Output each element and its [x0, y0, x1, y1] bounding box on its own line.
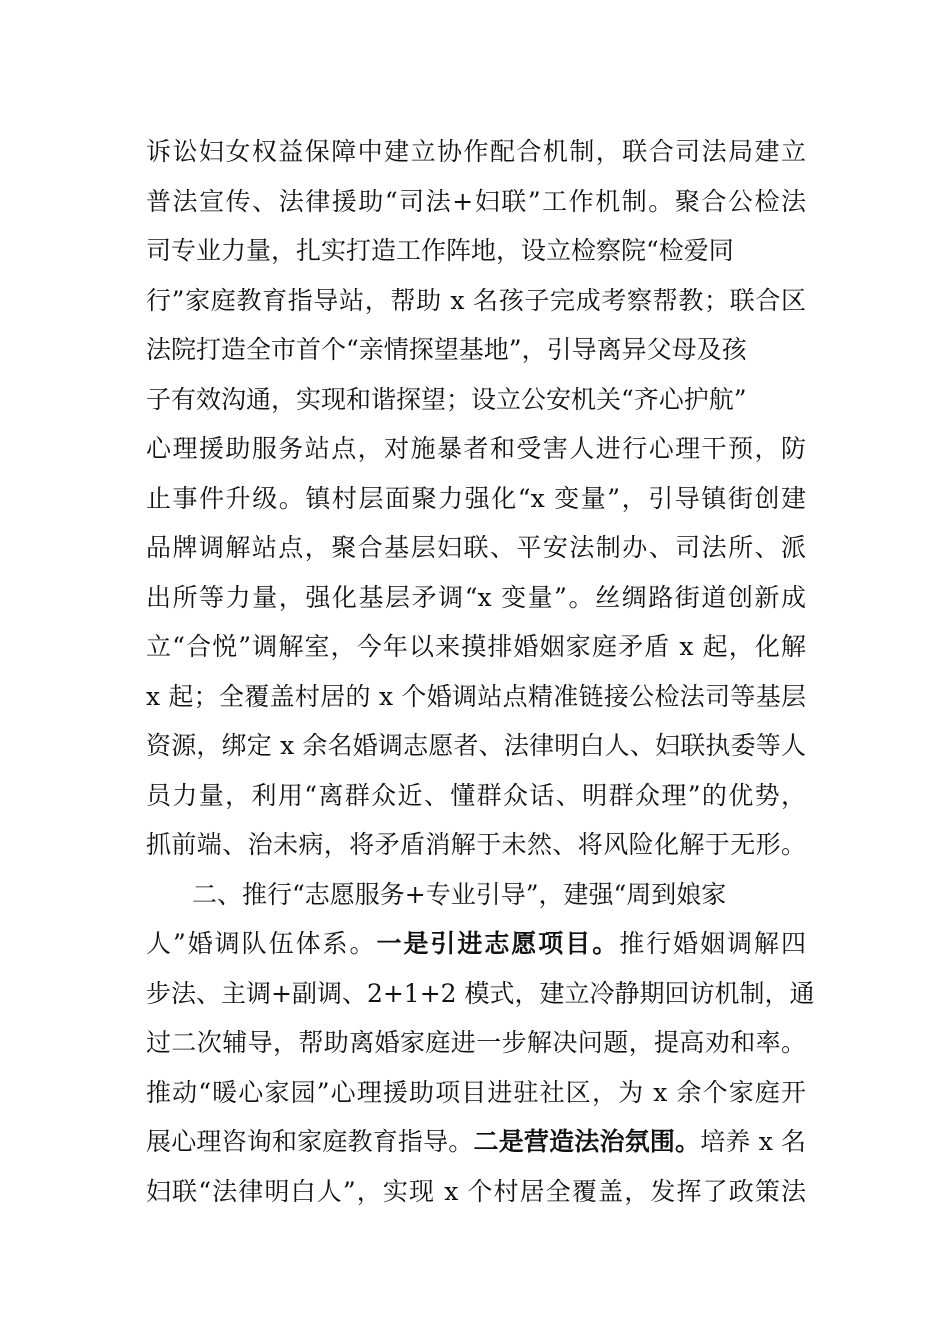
text-line: 推动“暖心家园”心理援助项目进驻社区，为 x 余个家庭开 [146, 1078, 806, 1107]
text-line: 法院打造全市首个“亲情探望基地”，引导离异父母及孩 [146, 335, 747, 364]
text-line [146, 1127, 806, 1157]
bold-phrase: 二是营造法治氛围。 [473, 1127, 701, 1156]
text-line: 步法、主调+副调、2+1+2 模式，建立冷静期回访机制，通 [146, 979, 815, 1008]
text-segment: 展心理咨询和家庭教育指导。 [146, 1127, 474, 1156]
text-line: 品牌调解站点，聚合基层妇联、平安法制办、司法所、派 [146, 533, 806, 562]
text-segment: 推行婚姻调解四 [619, 929, 806, 958]
text-line: 心理援助服务站点，对施暴者和受害人进行心理干预，防 [146, 434, 806, 463]
text-line: 司专业力量，扎实打造工作阵地，设立检察院“检爱同 [146, 236, 734, 265]
bold-phrase: 一是引进志愿项目。 [376, 929, 620, 958]
text-line: 止事件升级。镇村层面聚力强化“x 变量”，引导镇街创建 [146, 484, 806, 513]
text-line: 子有效沟通，实现和谐探望；设立公安机关“齐心护航” [146, 385, 747, 414]
text-line: 抓前端、治未病，将矛盾消解于未然、将风险化解于无形。 [146, 830, 806, 859]
text-line: 行”家庭教育指导站，帮助 x 名孩子完成考察帮教；联合区 [146, 286, 806, 315]
text-line: 立“合悦”调解室，今年以来摸排婚姻家庭矛盾 x 起，化解 [146, 632, 806, 661]
text-line: 出所等力量，强化基层矛调“x 变量”。丝绸路街道创新成 [146, 583, 806, 612]
text-segment: 人”婚调队伍体系。 [146, 929, 377, 958]
text-line: 诉讼妇女权益保障中建立协作配合机制，联合司法局建立 [146, 137, 806, 166]
text-line: 普法宣传、法律援助“司法+妇联”工作机制。聚合公检法 [146, 187, 806, 216]
text-segment: 培养 x 名 [700, 1127, 806, 1156]
text-line: 妇联“法律明白人”，实现 x 个村居全覆盖，发挥了政策法 [146, 1177, 806, 1206]
text-line: 员力量，利用“离群众近、懂群众话、明群众理”的优势， [146, 781, 806, 810]
text-line: 过二次辅导，帮助离婚家庭进一步解决问题，提高劝和率。 [146, 1028, 806, 1057]
text-line: 资源，绑定 x 余名婚调志愿者、法律明白人、妇联执委等人 [146, 731, 806, 760]
text-line: x 起；全覆盖村居的 x 个婚调站点精准链接公检法司等基层 [146, 682, 806, 711]
section-heading-line: 二、推行“志愿服务+专业引导”，建强“周到娘家 [192, 880, 727, 909]
text-line [146, 929, 806, 959]
